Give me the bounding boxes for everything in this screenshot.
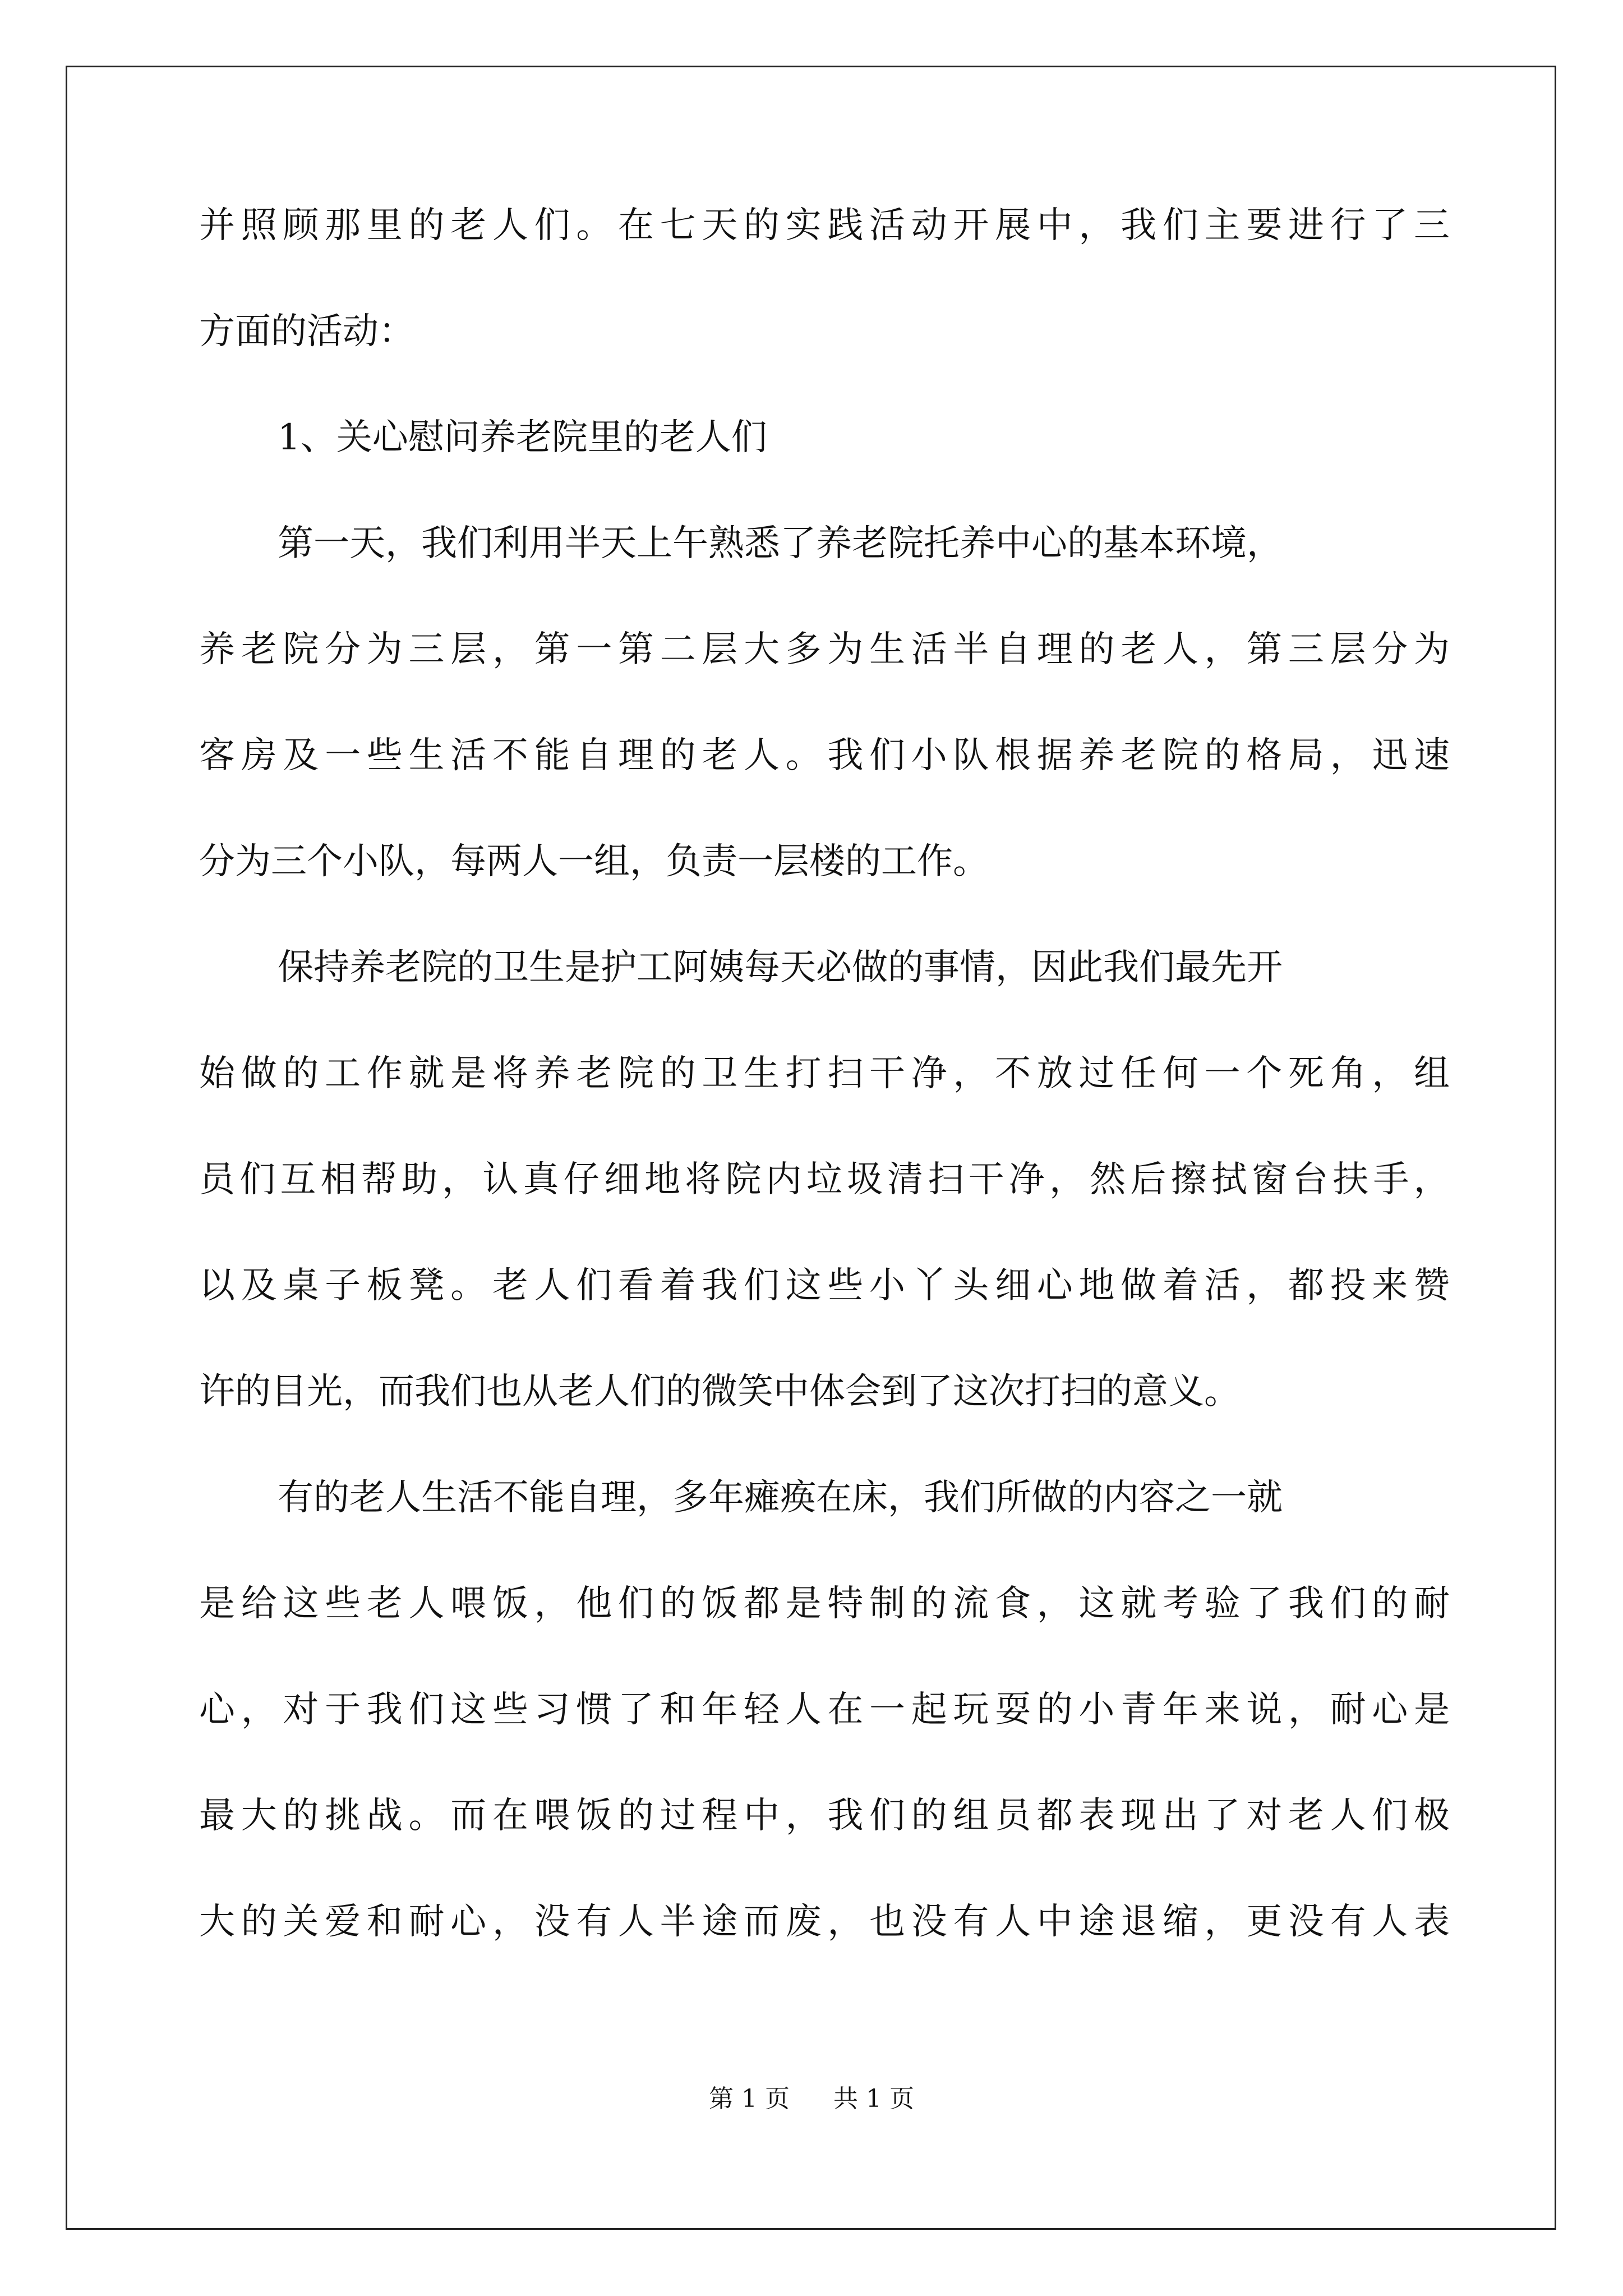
text-line: 心 ， 对 于 我 们 这 些 习 惯 了 和 年 轻 人 在 一 起 玩 耍 的 小 青 年 来 说 ， 耐 心 是 — [199, 1689, 1450, 1731]
page-total: 共 1 页 — [833, 2085, 914, 2113]
text-line: 以 及 桌 子 板 凳 。 老 人 们 看 着 我 们 这 些 小 丫 头 细 心 地 做 着 活 ， 都 投 来 赞 — [199, 1265, 1450, 1306]
text-line: 客 房 及 一 些 生 活 不 能 自 理 的 老 人 。 我 们 小 队 根 据 养 老 院 的 格 局 ， 迅 速 — [199, 735, 1450, 776]
text-line: 员 们 互 相 帮 助 ， 认 真 仔 细 地 将 院 内 垃 圾 清 扫 干 净 ， 然 后 擦 拭 窗 台 扶 手 ， — [199, 1159, 1450, 1200]
paragraph-first-line: 保持养老院的卫生是护工阿姨每天必做的事情，因此我们最先开 — [278, 947, 1283, 988]
text-line: 许的目光，而我们也从老人们的微笑中体会到了这次打扫的意义。 — [199, 1371, 1240, 1412]
text-line: 是 给 这 些 老 人 喂 饭 ， 他 们 的 饭 都 是 特 制 的 流 食 ， 这 就 考 验 了 我 们 的 耐 — [199, 1583, 1450, 1625]
paragraph-first-line: 有的老人生活不能自理，多年瘫痪在床，我们所做的内容之一就 — [278, 1477, 1283, 1519]
paragraph-first-line: 第一天，我们利用半天上午熟悉了养老院托养中心的基本环境， — [278, 523, 1283, 564]
text-line: 并 照 顾 那 里 的 老 人 们 。 在 七 天 的 实 践 活 动 开 展 中 ， 我 们 主 要 进 行 了 三 — [199, 205, 1450, 246]
text-line: 大 的 关 爱 和 耐 心 ， 没 有 人 半 途 而 废 ， 也 没 有 人 中 途 退 缩 ， 更 没 有 人 表 — [199, 1901, 1450, 1943]
page-footer — [0, 2087, 1623, 2111]
text-line: 最 大 的 挑 战 。 而 在 喂 饭 的 过 程 中 ， 我 们 的 组 员 都 表 现 出 了 对 老 人 们 极 — [199, 1795, 1450, 1837]
text-line: 养 老 院 分 为 三 层 ， 第 一 第 二 层 大 多 为 生 活 半 自 理 的 老 人 ， 第 三 层 分 为 — [199, 629, 1450, 670]
text-line: 始 做 的 工 作 就 是 将 养 老 院 的 卫 生 打 扫 干 净 ， 不 放 过 任 何 一 个 死 角 ， 组 — [199, 1053, 1450, 1094]
page-number: 第 1 页 — [709, 2085, 790, 2113]
list-item-heading: 1、关心慰问养老院里的老人们 — [278, 417, 767, 458]
text-line: 方面的活动： — [199, 311, 414, 352]
text-line: 分为三个小队，每两人一组，负责一层楼的工作。 — [199, 841, 989, 882]
